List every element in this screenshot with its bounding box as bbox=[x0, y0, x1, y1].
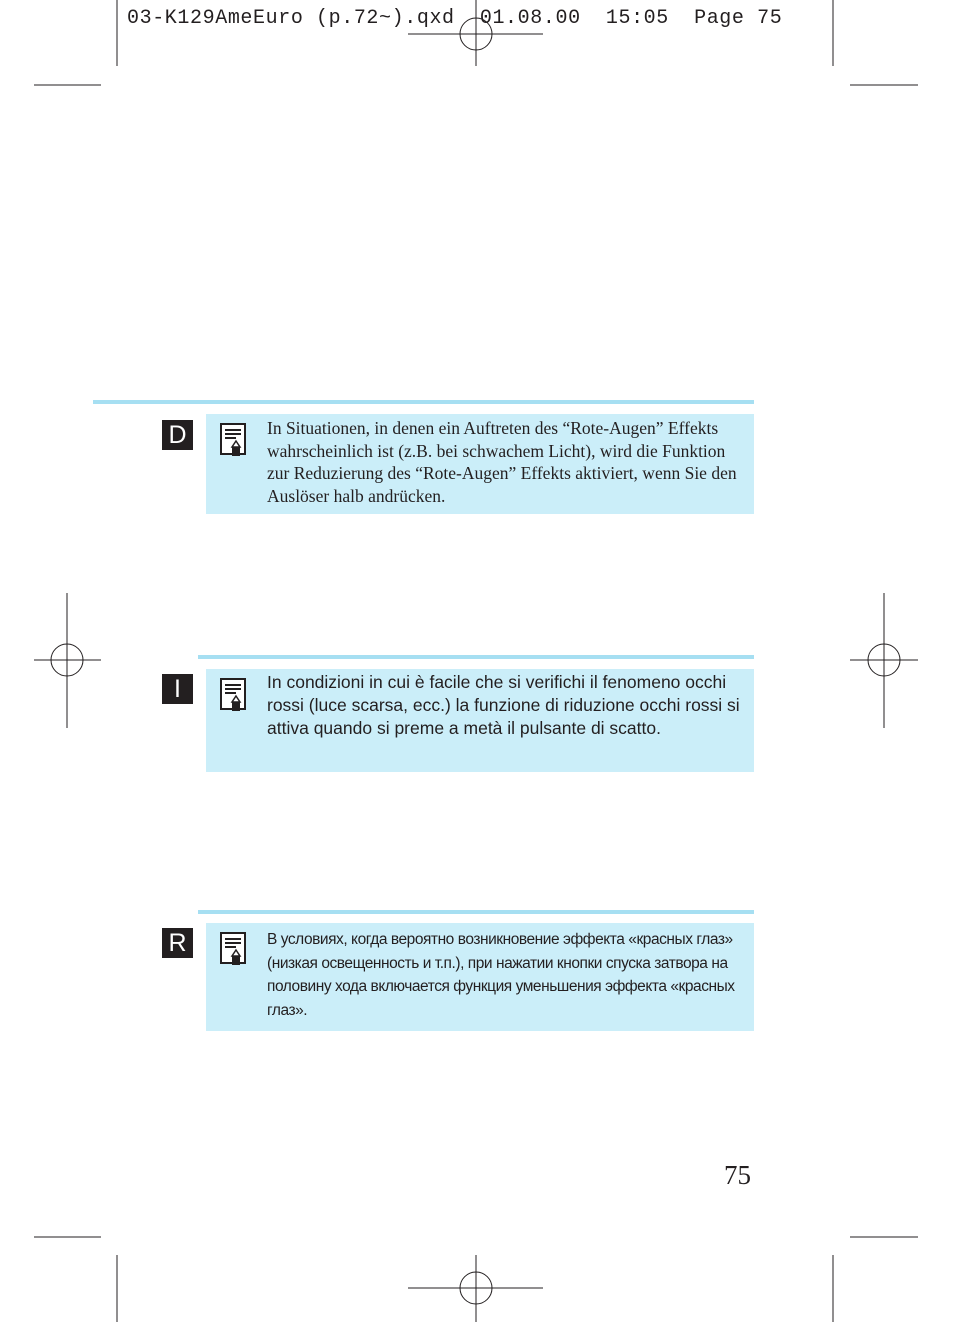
note-text-de: In Situationen, in denen ein Auftreten des “Rote-Augen” Effekts wahrscheinlich ist (z.B. bei schwachem Licht), wird die Funktion zur Reduzierung des “Rote-Augen” Effekts aktiviert, wenn Sie den Auslöser halb andrücken. bbox=[267, 418, 737, 506]
note-text-it: In condizioni in cui è facile che si verifichi il fenomeno occhi rossi (luce scarsa, ecc.) la funzione di riduzione occhi rossi si attiva quando si preme a metà il pulsante di scatto. bbox=[267, 672, 740, 738]
language-badge-ru: R bbox=[162, 928, 193, 958]
note-box-it bbox=[206, 669, 754, 772]
note-memo-icon bbox=[219, 677, 247, 713]
section-rule-it bbox=[198, 655, 754, 659]
note-box-de bbox=[206, 414, 754, 514]
note-memo-icon bbox=[219, 931, 247, 967]
language-badge-de: D bbox=[162, 420, 193, 450]
section-rule-ru bbox=[198, 910, 754, 914]
note-memo-icon bbox=[219, 422, 247, 458]
page-number: 75 bbox=[724, 1160, 751, 1190]
header-slug: 03-K129AmeEuro (p.72~).qxd 01.08.00 15:05 Page 75 bbox=[127, 7, 783, 30]
note-text-ru: В условиях, когда вероятно возникновение эффекта «красных глаз» (низкая освещенность и т.п.), при нажатии кнопки спуска затвора на половину хода включается функция уменьшения эффекта «красных глаз». bbox=[267, 931, 735, 1019]
note-box-ru bbox=[206, 923, 754, 1031]
language-badge-it: I bbox=[162, 674, 193, 704]
section-rule-de bbox=[93, 400, 754, 404]
